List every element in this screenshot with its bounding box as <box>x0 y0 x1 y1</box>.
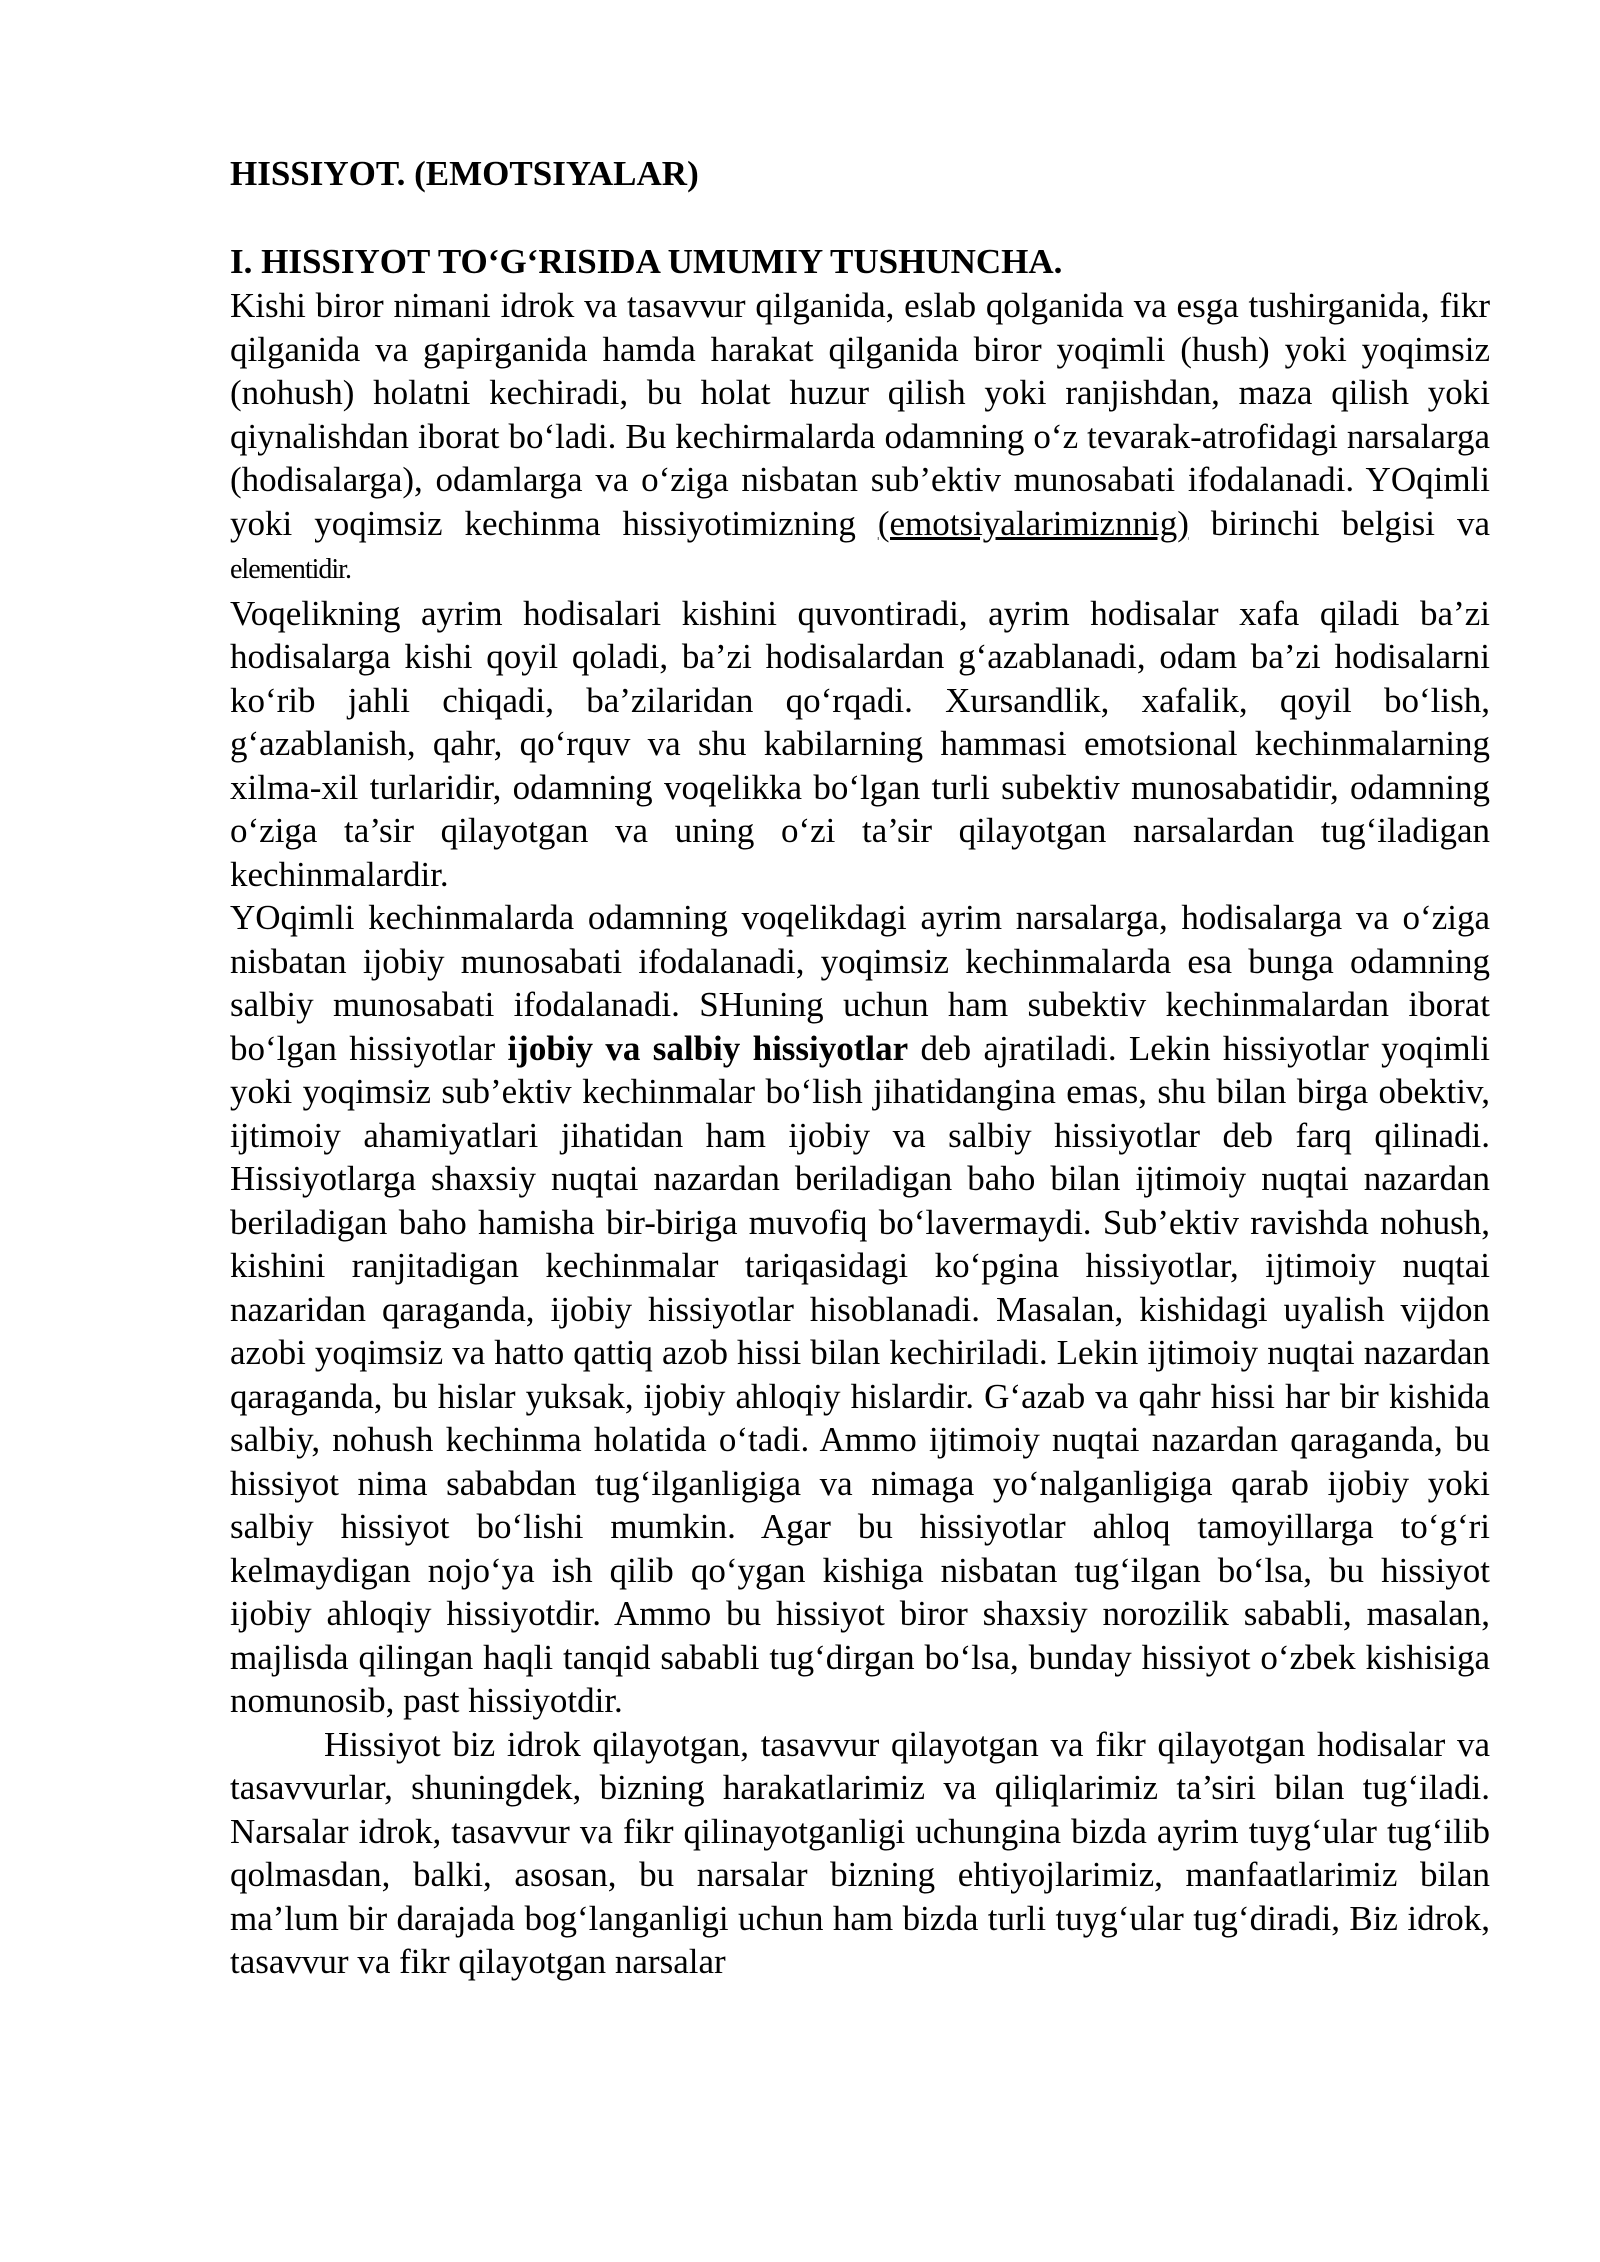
document-body <box>230 152 1490 1984</box>
paragraph-1 <box>230 284 1490 592</box>
document-title: HISSIYOT. (EMOTSIYALAR) <box>230 154 699 193</box>
paragraph-4: Hissiyot biz idrok qilayotgan, tasavvur qilayotgan va fikr qilayotgan hodisalar va tasavvurlar, shuningdek, bizning harakatlarimiz va qiliqlarimiz ta’siri bilan tug‘iladi. Narsalar idrok, tasavvur va fikr qilinayotganligi uchungina bizda ayrim tuyg‘ular tug‘ilib qolmasdan, balki, asosan, bu narsalar bizning ehtiyojlarimiz, manfaatlarimiz bilan ma’lum bir darajada bog‘langanligi uchun ham bizda turli tuyg‘ular tug‘diradi, Biz idrok, tasavvur va fikr qilayotgan narsalar <box>230 1724 1490 1981</box>
paragraph-3 <box>230 896 1490 1723</box>
paragraph-1-text: Kishi biror nimani idrok va tasavvur qilganida, eslab qolganida va esga tushirganida, fikr qilganida va gapirganida hamda harakat qilganida biror yoqimli (hush) yoki yoqimsiz (nohush) holatni kechiradi, bu holat huzur qilish yoki ranjishdan, maza qilish yoki qiynalishdan iborat bo‘ladi. Bu kechirmalarda odamning o‘z tevarak-atrofidagi narsalarga (hodisalarga), odamlarga va o‘ziga nisbatan sub’ektiv munosabati ifodalanadi. YOqimli yoki yoqimsiz kechinma hissiyotimizning <box>230 286 1490 543</box>
bold-term: ijobiy va salbiy hissiyotlar <box>507 1028 909 1068</box>
paragraph-2: Voqelikning ayrim hodisalari kishini quvontiradi, ayrim hodisalar xafa qiladi ba’zi hodisalarga kishi qoyil qoladi, ba’zi hodisalardan g‘azablanadi, odam ba’zi hodisalarni ko‘rib jahli chiqadi, ba’zilaridan qo‘rqadi. Xursandlik, xafalik, qoyil bo‘lish, g‘azablanish, qahr, qo‘rquv va shu kabilarning hammasi emotsional kechinmalarning xilma-xil turlaridir, odamning voqelikka bo‘lgan turli subektiv munosabatidir, odamning o‘ziga ta’sir qilayotgan va uning o‘zi ta’sir qilayotgan narsalardan tug‘iladigan kechinmalardir. <box>230 593 1490 894</box>
underlined-term: (emotsiyalarimiznnig) <box>877 503 1189 543</box>
paragraph-1-text-cont: birinchi belgisi va <box>1188 503 1490 543</box>
paragraph-3-text: YOqimli kechinmalarda odamning voqelikdagi ayrim narsalarga, hodisalarga va o‘ziga nisbatan ijobiy munosabati ifodalanadi, yoqimsiz kechinmalarda esa bunga odamning salbiy munosabati ifodalanadi. SHuning uchun ham subektiv kechinmalardan iborat bo‘lgan hissiyotlar <box>230 898 1490 1068</box>
section-heading: I. HISSIYOT TO‘G‘RISIDA UMUMIY TUSHUNCHA. <box>230 242 1063 281</box>
paragraph-1-end: elementidir. <box>230 554 351 585</box>
paragraph-3-text-cont: deb ajratiladi. Lekin hissiyotlar yoqimli yoki yoqimsiz sub’ektiv kechinmalar bo‘lish jihatidangina emas, shu bilan birga obektiv, ijtimoiy ahamiyatlari jihatidan ham ijobiy va salbiy hissiyotlar deb farq qilinadi. Hissiyotlarga shaxsiy nuqtai nazardan beriladigan baho bilan ijtimoiy nuqtai nazardan beriladigan baho hamisha bir-biriga muvofiq bo‘lavermaydi. Sub’ektiv ravishda nohush, kishini ranjitadigan kechinmalar tariqasidagi ko‘pgina hissiyotlar, ijtimoiy nuqtai nazaridan qaraganda, ijobiy hissiyotlar hisoblanadi. Masalan, kishidagi uyalish vijdon azobi yoqimsiz va hatto qattiq azob hissi bilan kechiriladi. Lekin ijtimoiy nuqtai nazardan qaraganda, bu hislar yuksak, ijobiy ahloqiy hislardir. G‘azab va qahr hissi har bir kishida salbiy, nohush kechinma holatida o‘tadi. Ammo ijtimoiy nuqtai nazardan qaraganda, bu hissiyot nima sababdan tug‘ilganligiga va nimaga yo‘nalganligiga qarab ijobiy yoki salbiy hissiyot bo‘lishi mumkin. Agar bu hissiyotlar ahloq tamoyillarga to‘g‘ri kelmaydigan nojo‘ya ish qilib qo‘ygan kishiga nisbatan tug‘ilgan bo‘lsa, bu hissiyot ijobiy ahloqiy hissiyotdir. Ammo bu hissiyot biror shaxsiy norozilik sababli, masalan, majlisda qilingan haqli tanqid sababli tug‘dirgan bo‘lsa, bunday hissiyot o‘zbek kishisiga nomunosib, past hissiyotdir. <box>230 1028 1491 1720</box>
